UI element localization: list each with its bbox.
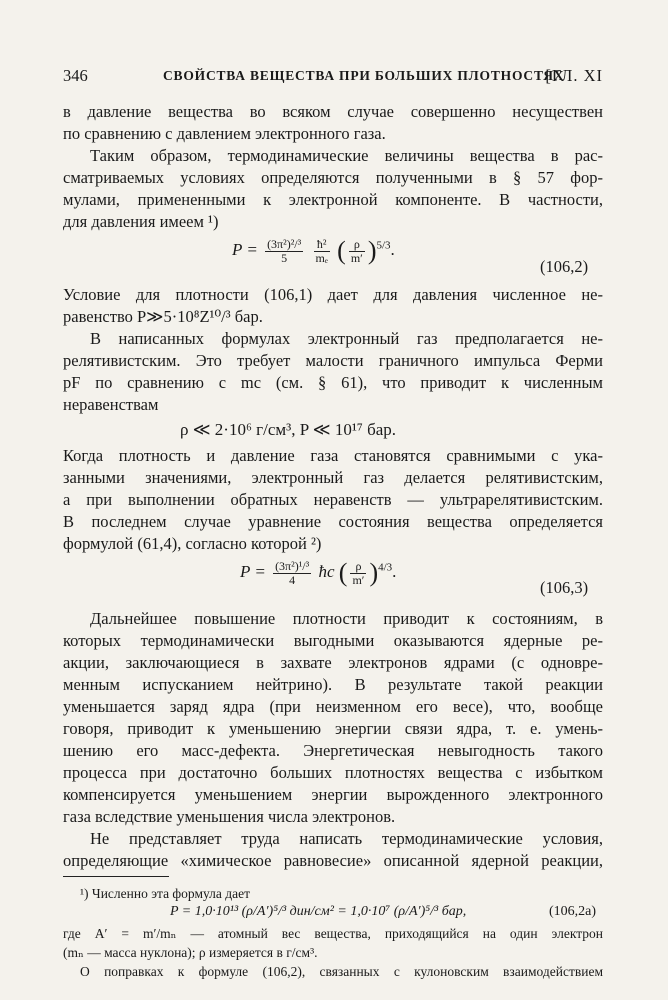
text-line: Таким образом, термодинамические величины вещества в рас- <box>90 146 603 165</box>
text-line: мулами, примененными к электронной компоненте. В частности, <box>63 190 603 209</box>
text-line: занными значениями, электронный газ делается релятивистским, <box>63 468 603 487</box>
eq-power: 4/3 <box>378 561 393 574</box>
text-line: для давления имеем ¹) <box>63 212 219 231</box>
eq-lhs: P = <box>232 239 258 259</box>
running-title: СВОЙСТВА ВЕЩЕСТВА ПРИ БОЛЬШИХ ПЛОТНОСТЯХ <box>163 68 565 83</box>
eq-denominator: m′ <box>350 250 363 265</box>
text-line: компенсируется уменьшением энергии вырожденного электронного <box>63 785 603 804</box>
text-line: сматриваемых условиях определяются полученными в § 57 фор- <box>63 168 603 187</box>
text-line: формулой (61,4), согласно которой ²) <box>63 534 322 553</box>
footnote-rule <box>63 876 169 877</box>
eq-denominator: mₑ <box>315 250 328 265</box>
text-line: а при выполнении обратных неравенств — ультрарелятивистским. <box>63 490 603 509</box>
inequalities: ρ ≪ 2·10⁶ г/см³, P ≪ 10¹⁷ бар. <box>180 420 397 439</box>
text-line: Не представляет труда написать термодинамические условия, <box>90 829 603 848</box>
eq-denominator: 4 <box>289 572 296 587</box>
text-line: равенство P≫5·10⁸Z¹⁰/³ бар. <box>63 307 263 326</box>
footnote-line: О поправках к формуле (106,2), связанных с кулоновским взаимодействием <box>80 964 603 979</box>
eq-fraction <box>273 560 311 587</box>
paren-close: ) <box>369 558 379 587</box>
page-number: 346 <box>63 66 88 85</box>
eq-numerator: (3π²)²/³ <box>267 236 302 251</box>
eq-numerator: ħ² <box>314 238 330 252</box>
text-line: В последнем случае уравнение состояния вещества определяется <box>63 512 603 531</box>
text-line: газа вследствие уменьшения числа электронов. <box>63 807 396 826</box>
text-line: по сравнению с давлением электронного газа. <box>63 124 386 143</box>
footnote-formula <box>170 904 466 920</box>
eq-lhs: P = <box>240 561 266 581</box>
chapter-label: [ГЛ. XI <box>545 66 603 85</box>
text-line: В написанных формулах электронный газ предполагается не- <box>90 329 603 348</box>
eq-fraction <box>314 238 330 265</box>
text-line: процесса при достаточно больших плотностях вещества с избытком <box>63 763 603 782</box>
eq-hbar-c: ħc <box>318 561 335 581</box>
eq-fraction <box>265 238 303 265</box>
text-line: релятивистским. Это требует малости граничного импульса Ферми <box>63 351 603 370</box>
text-line: Когда плотность и давление газа становятся сравнимыми с ука- <box>63 446 603 465</box>
footnote-line: (mₙ — масса нуклона); ρ измеряется в г/см³. <box>63 945 318 960</box>
eq-numerator: ρ <box>349 238 365 252</box>
footnote-eq-number: (106,2а) <box>549 904 597 919</box>
eq-power: 5/3 <box>376 239 391 252</box>
text-line: неравенствам <box>63 395 159 414</box>
footnote-line: ¹) Численно эта формула дает <box>80 886 251 901</box>
paren-open: ( <box>338 558 348 587</box>
eq-fraction <box>350 560 366 587</box>
eq-numerator: (3π²)¹/³ <box>275 558 310 573</box>
text-line: говоря, приводит к уменьшению энергии связи ядра, т. е. умень- <box>63 719 603 738</box>
footnote-line: где A′ = m′/mₙ — атомный вес вещества, приходящийся на один электрон <box>63 926 603 941</box>
paren-close: ) <box>367 236 377 265</box>
equation-number: (106,2) <box>540 257 589 276</box>
paren-open: ( <box>337 236 346 265</box>
eq-fraction <box>349 238 365 265</box>
text-line: уменьшается заряд ядра (при неизменном его весе), что, вообще <box>63 697 603 716</box>
fn1-equation: P = 1,0·10¹³ (ρ/A′)⁵/³ дин/см² = 1,0·10⁷ (ρ/A′)⁵/³ бар, <box>170 904 467 919</box>
equation-number: (106,3) <box>540 578 589 597</box>
eq-denominator: m′ <box>352 572 365 587</box>
eq-denominator: 5 <box>281 250 288 265</box>
page-header <box>63 66 603 90</box>
eq-numerator: ρ <box>350 560 366 574</box>
equation-106-3: P = $\frac{\text{(3π²)¹/³}}{4}$ ħc ( $\frac{\rho}{m'}$ )$^{4/3}$. <box>240 558 397 587</box>
text-line: которых термодинамически выгодными оказываются ядерные ре- <box>63 631 603 650</box>
text-line: определяющие «химическое равновесие» описанной ядерной реакции, <box>63 851 603 870</box>
text-line: Условие для плотности (106,1) дает для давления численное не- <box>63 285 603 304</box>
text-line: шению его масс-дефекта. Энергетическая невыгодность такого <box>63 741 603 760</box>
text-line: акции, заключающиеся в захвате электронов ядрами (с одновре- <box>63 653 603 672</box>
text-line: в давление вещества во всяком случае совершенно несуществен <box>63 102 603 121</box>
text-line: Дальнейшее повышение плотности приводит к состояниям, в <box>90 609 603 628</box>
equation-106-2: P = $\frac{\text{(3π²)²/³}}{5}$ $\frac{\text{ħ²}}{\text{mₑ}}$ ( $\frac{\rho}{m'}$ )$^{5/3}$. <box>232 236 395 265</box>
text-line: pF по сравнению с mc (см. § 61), что приводит к численным <box>63 373 603 392</box>
text-line: менным испусканием нейтрино). В результате такой реакции <box>63 675 603 694</box>
